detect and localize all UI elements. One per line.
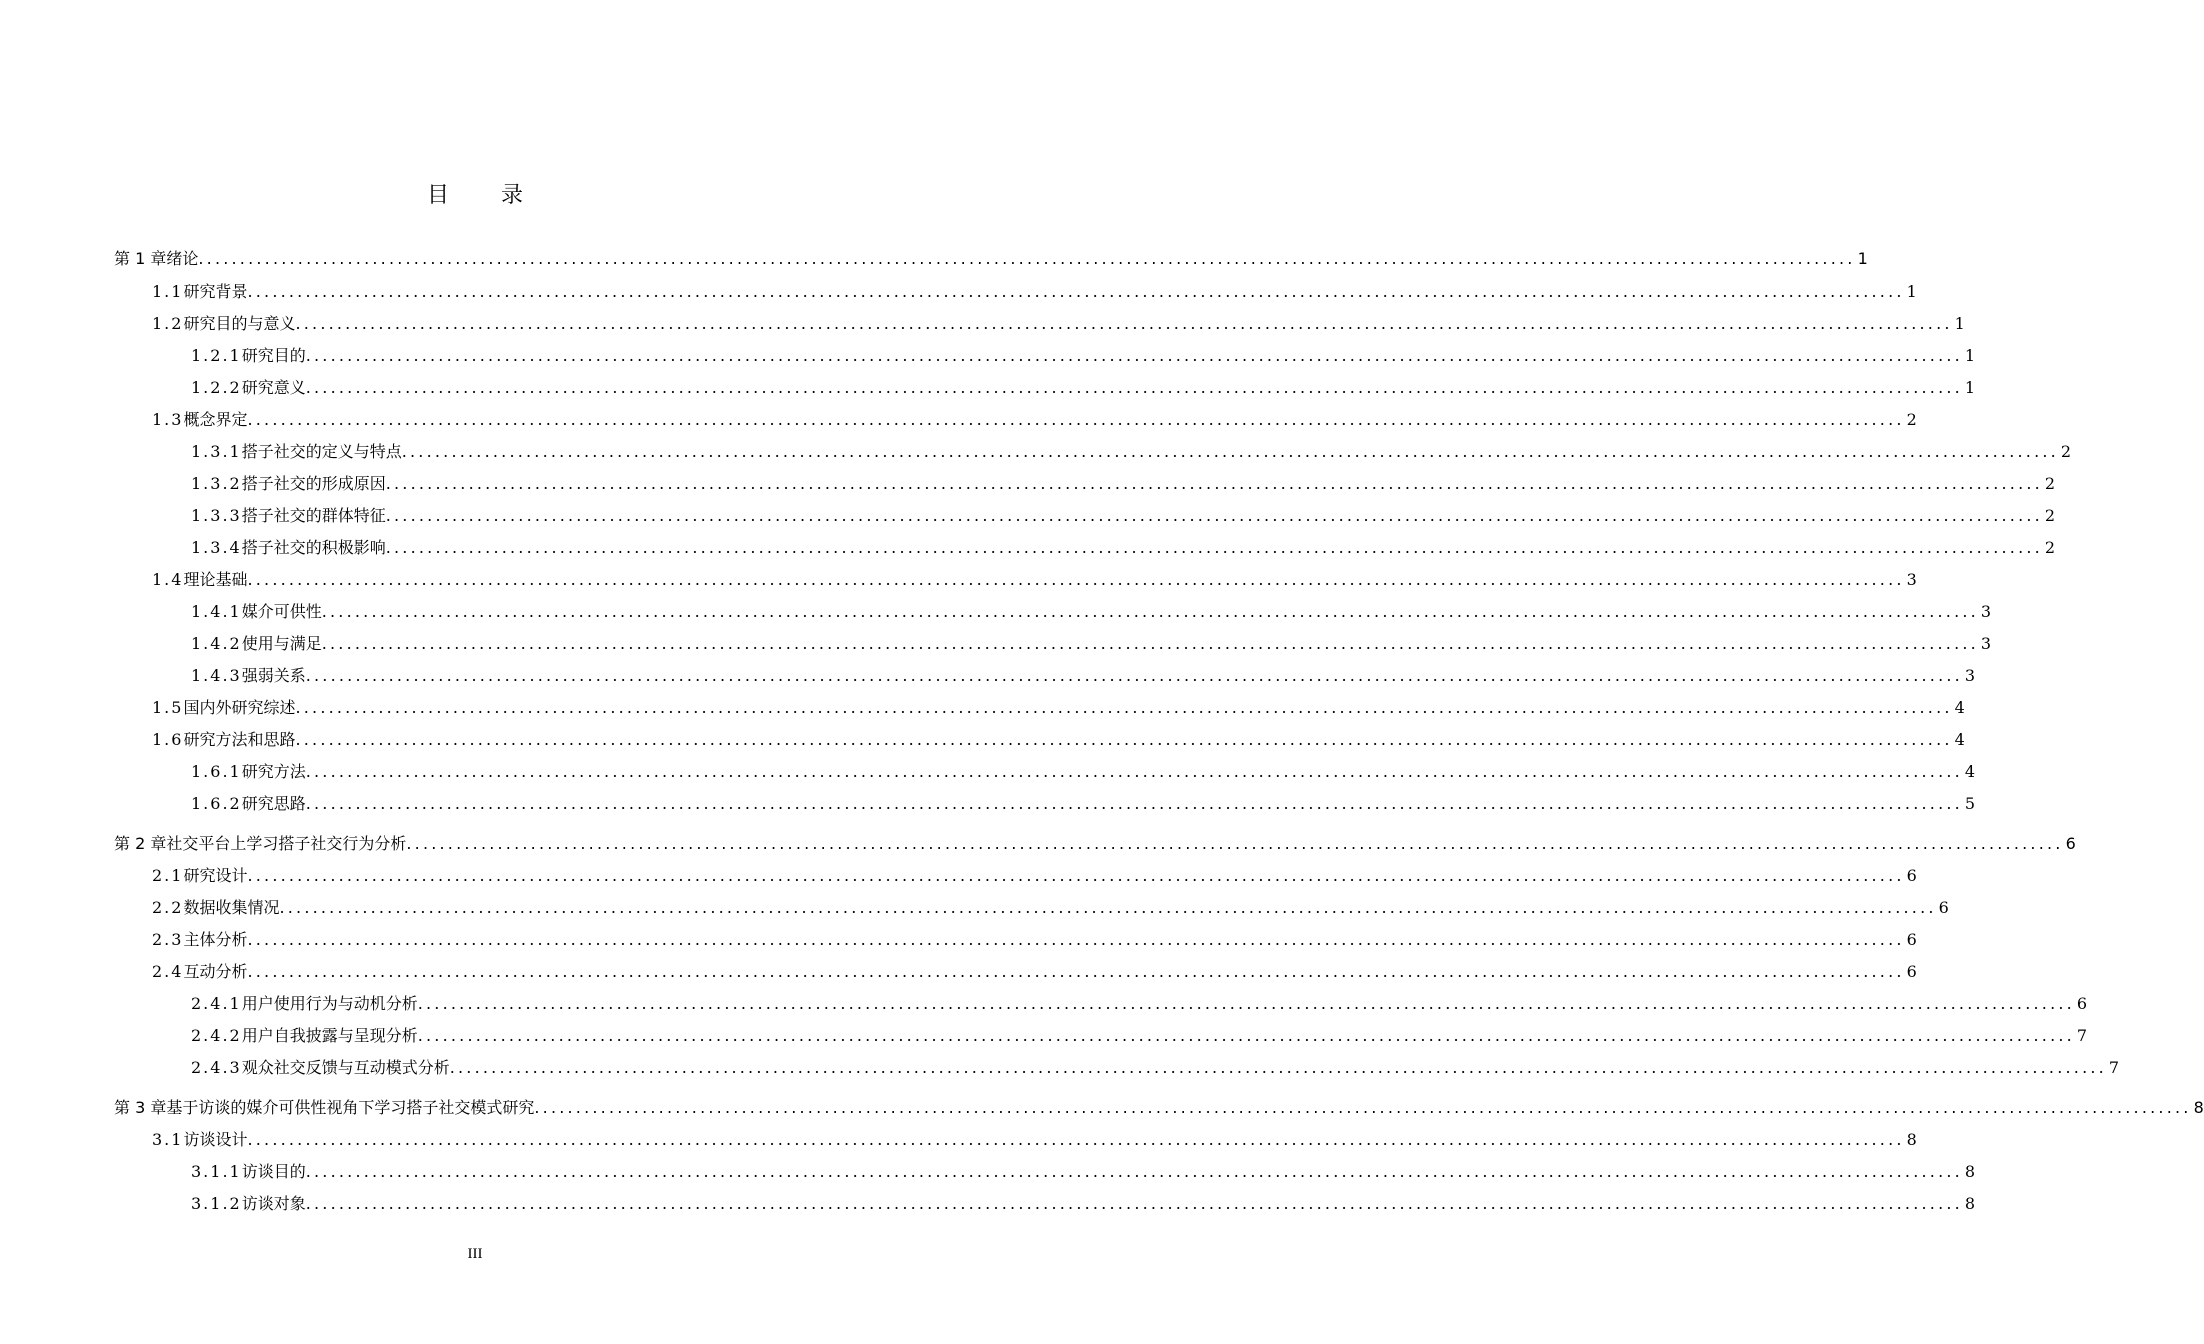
toc-leader: ........................................................................................................................................................................................................ (247, 930, 1905, 949)
toc-page: 1 (1954, 314, 1965, 333)
toc-number: 1.4.1 (191, 602, 242, 621)
toc-page: 8 (1964, 1194, 1976, 1213)
toc-leader: ........................................................................................................................................................................................................ (295, 730, 1953, 749)
toc-number: 3.1.2 (191, 1194, 242, 1213)
toc-number: 1.3 (152, 410, 184, 429)
toc-number: 3.1.1 (191, 1162, 242, 1181)
toc-leader: ........................................................................................................................................................................................................ (305, 1162, 1963, 1181)
toc-page: 6 (2065, 834, 2076, 853)
toc-entry[interactable] (191, 598, 1992, 622)
title-char: 目 (426, 183, 449, 208)
toc-entry[interactable] (191, 342, 1976, 366)
toc-leader: ........................................................................................................................................................................................................ (305, 762, 1963, 781)
toc-page: 4 (1954, 730, 1965, 749)
toc-entry[interactable] (191, 438, 2072, 462)
toc-entry[interactable] (152, 406, 1917, 430)
toc-entry[interactable] (152, 862, 1917, 886)
toc-label: 基于访谈的媒介可供性视角下学习搭子社交模式研究 (166, 1098, 535, 1117)
toc-page: 1 (1964, 346, 1976, 365)
toc-label: 概念界定 (183, 410, 248, 429)
toc-number: 1.3.3 (191, 506, 242, 525)
toc-label: 观众社交反馈与互动模式分析 (241, 1058, 450, 1077)
toc-entry[interactable] (152, 958, 1917, 982)
toc-page: 4 (1954, 698, 1965, 717)
toc-label: 用户使用行为与动机分析 (241, 994, 418, 1013)
toc-page: 2 (2044, 538, 2056, 557)
toc-entry[interactable] (152, 894, 1949, 918)
toc-leader: ........................................................................................................................................................................................................ (247, 866, 1905, 885)
toc-label: 理论基础 (183, 570, 248, 589)
toc-label: 搭子社交的积极影响 (241, 538, 386, 557)
toc-number: 2.1 (152, 866, 184, 885)
toc-label: 研究背景 (183, 282, 248, 301)
toc-label: 搭子社交的群体特征 (241, 506, 386, 525)
toc-number: 1.4.2 (191, 634, 242, 653)
toc-leader: ........................................................................................................................................................................................................ (305, 666, 1963, 685)
toc-page: 6 (1906, 930, 1917, 949)
toc-leader: ........................................................................................................................................................................................................ (295, 698, 1953, 717)
toc-label: 研究思路 (241, 794, 306, 813)
toc-number: 第 2 章 (114, 834, 167, 853)
toc-entry[interactable] (114, 1094, 2204, 1118)
toc-entry[interactable] (191, 990, 2088, 1014)
toc-page: 8 (2193, 1098, 2204, 1117)
toc-entry[interactable] (191, 1158, 1976, 1182)
toc-page: 8 (1906, 1130, 1917, 1149)
toc-leader: ........................................................................................................................................................................................................ (385, 474, 2043, 493)
toc-entry[interactable] (152, 1126, 1917, 1150)
toc-leader: ........................................................................................................................................................................................................ (305, 346, 1963, 365)
toc-entry[interactable] (191, 470, 2056, 494)
toc-number: 1.3.2 (191, 474, 242, 493)
toc-number: 1.3.4 (191, 538, 242, 557)
toc-number: 1.4 (152, 570, 184, 589)
toc-leader: ........................................................................................................................................................................................................ (295, 314, 1953, 333)
toc-leader: ........................................................................................................................................................................................................ (198, 249, 1856, 268)
toc-entry[interactable] (152, 694, 1965, 718)
toc-label: 使用与满足 (241, 634, 322, 653)
toc-leader: ........................................................................................................................................................................................................ (417, 994, 2075, 1013)
toc-number: 1.2.2 (191, 378, 242, 397)
toc-number: 1.3.1 (191, 442, 242, 461)
toc-label: 访谈设计 (183, 1130, 248, 1149)
toc-label: 社交平台上学习搭子社交行为分析 (166, 834, 407, 853)
toc-label: 媒介可供性 (241, 602, 322, 621)
toc-entry[interactable] (191, 534, 2056, 558)
toc-page: 8 (1964, 1162, 1976, 1181)
toc-label: 研究目的 (241, 346, 306, 365)
toc-entry[interactable] (191, 630, 1992, 654)
toc-number: 第 3 章 (114, 1098, 167, 1117)
toc-entry[interactable] (191, 1022, 2088, 1046)
toc-label: 研究意义 (241, 378, 306, 397)
toc-leader: ........................................................................................................................................................................................................ (247, 410, 1905, 429)
toc-leader: ........................................................................................................................................................................................................ (247, 1130, 1905, 1149)
toc-label: 主体分析 (183, 930, 248, 949)
toc-page: 3 (1906, 570, 1917, 589)
toc-number: 1.4.3 (191, 666, 242, 685)
toc-leader: ........................................................................................................................................................................................................ (247, 282, 1905, 301)
toc-page: 7 (2108, 1058, 2120, 1077)
toc-number: 2.4 (152, 962, 184, 981)
toc-entry[interactable] (152, 926, 1917, 950)
toc-leader: ........................................................................................................................................................................................................ (385, 538, 2043, 557)
toc-page: 3 (1964, 666, 1976, 685)
toc-page: 1 (1857, 249, 1868, 268)
toc-number: 1.2 (152, 314, 184, 333)
toc-page: 3 (1980, 602, 1992, 621)
page-number: III (467, 1246, 483, 1262)
toc-number: 1.6 (152, 730, 184, 749)
toc-entry[interactable] (191, 1054, 2120, 1078)
toc-page: 4 (1964, 762, 1976, 781)
toc-leader: ........................................................................................................................................................................................................ (406, 834, 2064, 853)
toc-entry[interactable] (191, 758, 1976, 782)
toc-page: 1 (1906, 282, 1917, 301)
toc-label: 访谈目的 (241, 1162, 306, 1181)
toc-number: 1.6.1 (191, 762, 242, 781)
toc-label: 访谈对象 (241, 1194, 306, 1213)
toc-label: 研究设计 (183, 866, 248, 885)
toc-label: 搭子社交的形成原因 (241, 474, 386, 493)
toc-entry[interactable] (114, 245, 1868, 269)
toc-label: 强弱关系 (241, 666, 306, 685)
toc-entry[interactable] (191, 374, 1976, 398)
toc-number: 1.5 (152, 698, 184, 717)
toc-label: 研究方法 (241, 762, 306, 781)
toc-page: 2 (2044, 506, 2056, 525)
toc-leader: ........................................................................................................................................................................................................ (321, 602, 1979, 621)
toc-entry[interactable] (191, 662, 1976, 686)
toc-entry[interactable] (114, 830, 2076, 854)
toc-number: 2.4.3 (191, 1058, 242, 1077)
toc-page: 6 (1938, 898, 1949, 917)
toc-label: 绪论 (166, 249, 199, 268)
toc-number: 2.3 (152, 930, 184, 949)
toc-page: 6 (1906, 962, 1917, 981)
toc-leader: ........................................................................................................................................................................................................ (417, 1026, 2075, 1045)
toc-entry[interactable] (191, 502, 2056, 526)
toc-label: 互动分析 (183, 962, 248, 981)
toc-page: 6 (2076, 994, 2088, 1013)
title-char: 录 (501, 183, 524, 208)
toc-leader: ........................................................................................................................................................................................................ (247, 962, 1905, 981)
toc-leader: ........................................................................................................................................................................................................ (305, 1194, 1963, 1213)
toc-page: 2 (2044, 474, 2056, 493)
toc-entry[interactable] (152, 278, 1917, 302)
toc-leader: ........................................................................................................................................................................................................ (305, 794, 1963, 813)
toc-entry[interactable] (152, 726, 1965, 750)
toc-label: 国内外研究综述 (183, 698, 296, 717)
toc-leader: ........................................................................................................................................................................................................ (449, 1058, 2107, 1077)
toc-number: 1.6.2 (191, 794, 242, 813)
page-title (0, 178, 950, 209)
toc-page: 1 (1964, 378, 1976, 397)
toc-entry[interactable] (191, 790, 1976, 814)
toc-number: 2.4.2 (191, 1026, 242, 1045)
toc-leader: ........................................................................................................................................................................................................ (401, 442, 2059, 461)
toc-label: 研究目的与意义 (183, 314, 296, 333)
toc-leader: ........................................................................................................................................................................................................ (247, 570, 1905, 589)
toc-leader: ........................................................................................................................................................................................................ (385, 506, 2043, 525)
toc-number: 2.2 (152, 898, 184, 917)
toc-leader: ........................................................................................................................................................................................................ (321, 634, 1979, 653)
toc-leader: ........................................................................................................................................................................................................ (279, 898, 1937, 917)
toc-label: 用户自我披露与呈现分析 (241, 1026, 418, 1045)
toc-entry[interactable] (152, 566, 1917, 590)
toc-page: 3 (1980, 634, 1992, 653)
toc-entry[interactable] (191, 1190, 1976, 1214)
toc-page: 2 (2060, 442, 2072, 461)
toc-entry[interactable] (152, 310, 1965, 334)
toc-number: 1.2.1 (191, 346, 242, 365)
toc-label: 研究方法和思路 (183, 730, 296, 749)
toc-label: 搭子社交的定义与特点 (241, 442, 402, 461)
toc-page: 5 (1964, 794, 1976, 813)
toc-number: 第 1 章 (114, 249, 167, 268)
toc-page: 2 (1906, 410, 1917, 429)
toc-number: 2.4.1 (191, 994, 242, 1013)
toc-label: 数据收集情况 (183, 898, 280, 917)
toc-page: 7 (2076, 1026, 2088, 1045)
toc-leader: ........................................................................................................................................................................................................ (534, 1098, 2192, 1117)
toc-number: 1.1 (152, 282, 184, 301)
toc-page: 6 (1906, 866, 1917, 885)
toc-leader: ........................................................................................................................................................................................................ (305, 378, 1963, 397)
toc-number: 3.1 (152, 1130, 184, 1149)
